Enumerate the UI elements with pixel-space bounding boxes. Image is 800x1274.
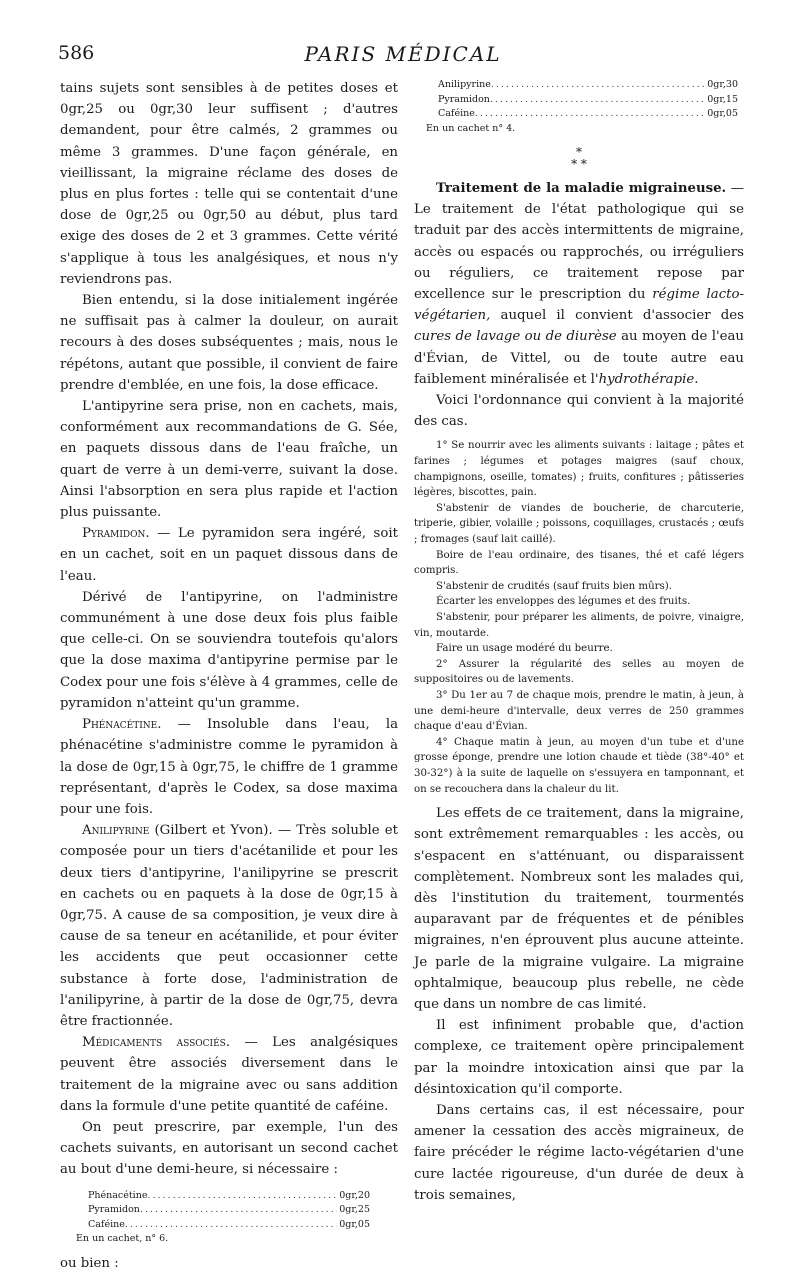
ordonnance-item: Écarter les enveloppes des légumes et des fruits. (436, 596, 691, 608)
section-separator (414, 146, 744, 170)
prescription-line (88, 1189, 370, 1204)
paragraph-text: au moyen de l'eau d'Évian, de Vittel, ou de toute autre eau faiblement minéralisée et l' (414, 329, 744, 387)
prescription-line (438, 93, 738, 108)
paragraph: tains sujets sont sensibles à de petites doses et 0gr,25 ou 0gr,30 leur suffisent ; d'autres demandent, pour être calmés, 2 grammes ou même 3 grammes. D'une façon générale, en vieillissant, la migraine réclame des doses de plus en plus fortes : telle qui se contentait d'une dose de 0gr,25 ou 0gr,50 au début, plus tard exige des doses de 2 et 3 grammes. Cette vérité s'applique à tous les analgésiques, et nous n'y reviendrons pas. (60, 81, 398, 287)
paragraph: Dans certains cas, il est nécessaire, pour amener la cessation des accès migraineux, de faire précéder le régime lacto-végétarien d'une cure lactée rigoureuse, d'un durée de deux à trois semaines, (414, 1102, 744, 1203)
paragraph: Bien entendu, si la dose initialement ingérée ne suffisait pas à calmer la douleur, on aurait recours à des doses subséquentes ; mais, nous le répétons, autant que possible, il convient de faire prendre d'emblée, en une fois, la dose efficace. (60, 293, 398, 393)
drug-name: Caféine (88, 1218, 125, 1230)
paragraph-phenacetine (60, 714, 398, 820)
asterism-top: * (576, 145, 582, 159)
paragraph: Voici l'ordonnance qui convient à la majorité des cas. (414, 393, 744, 430)
drug-name: Caféine (438, 108, 475, 119)
paragraph-pyramidon (60, 523, 398, 587)
drug-name: Pyramidon (88, 1204, 140, 1216)
prescription-line (438, 78, 738, 93)
ordonnance-item: S'abstenir, pour préparer les aliments, de poivre, vinaigre, vin, moutarde. (414, 611, 744, 639)
paragraph-text: — Les analgésiques peuvent être associés diversement dans le traitement de la migraine avec ou sans addition dans la formule d'une petite quantité de caféine. (60, 1035, 398, 1114)
drug-dose: 0gr,30 (707, 79, 738, 90)
emphasis-text: régime lacto-végétarien, (414, 287, 744, 324)
paragraph: On peut prescrire, par exemple, l'un des cachets suivants, en autorisant un second cachet au bout d'une demi-heure, si nécessaire : (60, 1119, 398, 1178)
page-number: 586 (58, 42, 95, 64)
drug-dose: 0gr,05 (707, 108, 738, 119)
paragraph-medicaments (60, 1032, 398, 1117)
ordonnance-item: S'abstenir de viandes de boucherie, de charcuterie, triperie, gibier, volaille ; poissons, coquillages, crustacés ; œufs ; fromages (sauf lait caillé). (414, 502, 744, 545)
ordonnance-item: 4° Chaque matin à jeun, au moyen d'un tube et d'une grosse éponge, prendre une lotion chaude et tiède (38°-40° et 30-32°) à la suite de laquelle on s'essuyera en tamponnant, et on se recouchera dans la chaleur du lit. (414, 736, 744, 795)
run-in-heading: Pyramidon. (82, 526, 150, 542)
prescription-block (426, 78, 738, 136)
paragraph-text: auquel il convient d'associer des (490, 308, 744, 324)
run-in-heading: Médicaments associés. (82, 1035, 231, 1051)
paragraph: Les effets de ce traitement, dans la migraine, sont extrêmement remarquables : les accès, ou s'espacent en s'atténuant, ou disparaissent complètement. Nombreux sont les malades qui, dès l'institution du traitement, tourmentés auparavant par de fréquentes et de pénibles migraines, n'en éprouvent plus aucune atteinte. Je parle de la migraine vulgaire. La migraine ophtalmique, beaucoup plus rebelle, ne cède que dans un nombre de cas limité. (414, 806, 744, 1012)
prescription-block (76, 1189, 370, 1247)
paragraph: Dérivé de l'antipyrine, on l'administre communément à une dose deux fois plus faible que celle-ci. On se souviendra toutefois qu'alors que la dose maxima d'antipyrine permise par le Codex pour une fois s'élève à 4 grammes, celle de pyramidon n'atteint qu'un gramme. (60, 589, 398, 711)
ordonnance-item: 2° Assurer la régularité des selles au moyen de suppositoires ou de lavements. (414, 658, 744, 686)
paragraph: Il est infiniment probable que, d'action complexe, ce traitement opère principalement par la moindre intoxication ainsi que par la désintoxication qu'il comporte. (414, 1018, 744, 1097)
run-in-heading: Anilipyrine (82, 823, 150, 839)
paragraph-text: — Insoluble dans l'eau, la phénacétine s'administre comme le pyramidon à la dose de 0gr,15 à 0gr,75, le chiffre de 1 gramme représentant, d'après le Codex, sa dose maxima pour une fois. (60, 717, 398, 817)
right-column (414, 78, 744, 1206)
drug-name: Phénacétine (88, 1189, 148, 1201)
drug-dose: 0gr,20 (339, 1189, 370, 1201)
emphasis-text: hydrothérapie. (598, 371, 699, 387)
page-header (58, 40, 748, 70)
ordonnance (414, 438, 744, 797)
paragraph-treatment (414, 178, 744, 390)
drug-name: Pyramidon (438, 93, 490, 105)
drug-name: Anilipyrine (438, 79, 491, 90)
paragraph: ou bien : (60, 1255, 119, 1271)
paragraph-text: (Gilbert et Yvon). — Très soluble et composée pour un tiers d'acétanilide et pour les deux tiers d'antipyrine, l'anilipyrine se prescrit en cachets ou en paquets à la dose de 0gr,15 à 0gr,75. A cause de sa composition, je veux dire à cause de sa teneur en acétanilide, et pour éviter les accidents que peut occasionner cette substance à forte dose, l'administration de l'anilipyrine, à partir de la dose de 0gr,75, devra être fractionnée. (60, 823, 398, 1029)
drug-dose: 0gr,05 (339, 1218, 370, 1230)
paragraph-anilipyrine (60, 820, 398, 1032)
run-in-heading: Phénacétine. (82, 717, 162, 733)
prescription-line (438, 107, 738, 122)
prescription-note: En un cachet n° 4. (426, 122, 516, 134)
asterism-bottom: * * (571, 157, 587, 171)
drug-dose: 0gr,25 (339, 1204, 370, 1216)
ordonnance-item: 1° Se nourrir avec les aliments suivants : laitage ; pâtes et farines ; légumes et potages maigres (sauf choux, champignons, oseille, tomates) ; fruits, confitures ; pâtisseries légères, biscottes, pain. (414, 440, 744, 499)
emphasis-text: cures de lavage ou de diurèse (414, 329, 617, 345)
paragraph: L'antipyrine sera prise, non en cachets, mais, conformément aux recommandations de G. Sée, en paquets dissous dans de l'eau fraîche, un quart de verre à un demi-verre, suivant la dose. Ainsi l'absorption en sera plus rapide et l'action plus puissante. (60, 399, 398, 521)
prescription-line (88, 1218, 370, 1233)
ordonnance-item: Boire de l'eau ordinaire, des tisanes, thé et café légers compris. (414, 549, 744, 577)
ordonnance-item: S'abstenir de crudités (sauf fruits bien mûrs). (436, 580, 672, 592)
left-column (60, 78, 398, 1274)
prescription-note: En un cachet, n° 6. (76, 1233, 169, 1245)
ordonnance-item: Faire un usage modéré du beurre. (436, 643, 613, 655)
drug-dose: 0gr,15 (707, 93, 738, 105)
paragraph-text: — Le traitement de l'état pathologique qui se traduit par des accès intermittents de migraine, accès ou espacés ou rapprochés, ou irréguliers ou réguliers, ce traitement repose par excellence sur le prescription du (414, 181, 744, 303)
running-title: PARIS MÉDICAL (304, 42, 502, 66)
paragraph-text: — Le pyramidon sera ingéré, soit en un cachet, soit en un paquet dissous dans de l'eau. (60, 526, 398, 584)
section-title: Traitement de la maladie migraineuse. (436, 181, 727, 196)
prescription-line (88, 1203, 370, 1218)
ordonnance-item: 3° Du 1er au 7 de chaque mois, prendre le matin, à jeun, à une demi-heure d'intervalle, deux verres de 250 grammes chaque d'eau d'Évian. (414, 689, 744, 733)
